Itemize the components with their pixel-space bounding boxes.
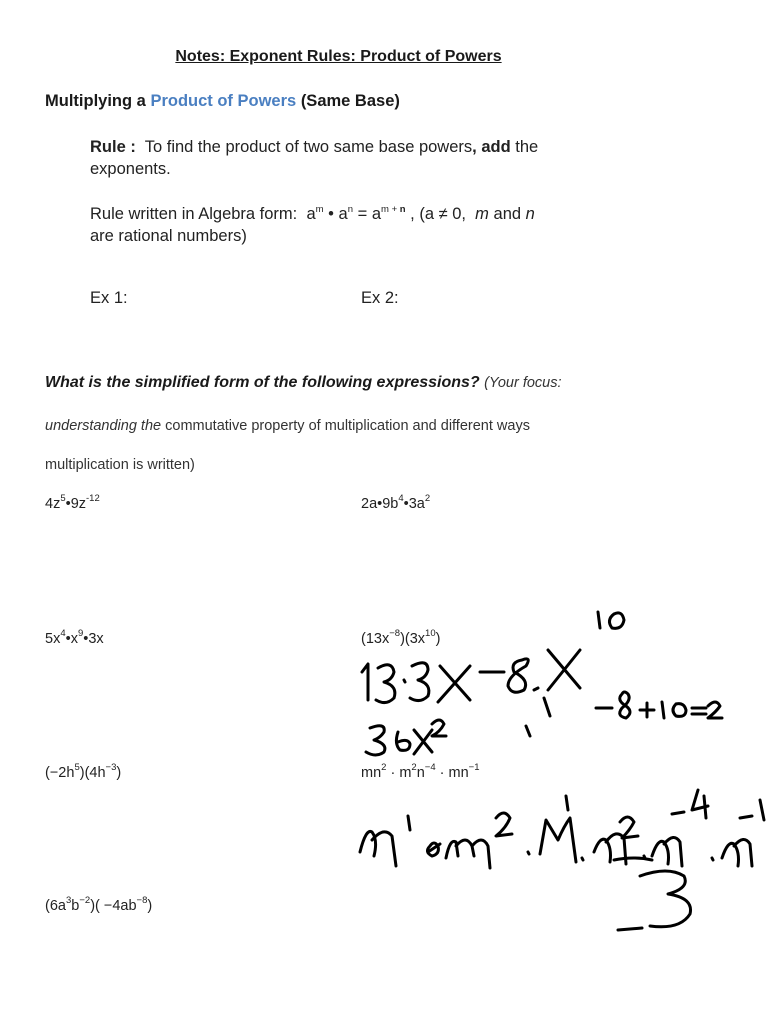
algebra-line2: are rational numbers) <box>90 227 247 245</box>
heading-highlight: Product of Powers <box>150 92 297 110</box>
rule-label: Rule : <box>90 138 136 156</box>
rule-text-after: the <box>515 138 539 156</box>
example-2-label: Ex 2: <box>361 289 399 307</box>
problem-7: $(6a^3b^{-2})( -4ab^{-8})$ <box>45 895 153 914</box>
rule-statement: Rule : To find the product of two same base powers, add the exponents. <box>90 138 539 178</box>
question-line2: understanding the commutative property of multiplication and different ways <box>45 418 530 434</box>
question-bold: What is the simplified form of the following expressions? <box>45 374 480 391</box>
example-1-label: Ex 1: <box>90 289 128 307</box>
problem-1: $4z^5•9z^{-12}$ <box>45 493 100 512</box>
problem-3: $5x^4•x^9•3x$ <box>45 628 104 647</box>
rule-text: To find the product of two same base powers <box>144 138 473 156</box>
rule-line2: exponents. <box>90 160 171 178</box>
problem-2: $2a•9b^4•3a^2$ <box>361 493 431 512</box>
problem-5: $(-2h^5)(4h^{-3})$ <box>45 762 122 781</box>
problem-6: $mn^2 \cdot m^2n^{-4} \cdot mn^{-1}$ <box>361 762 480 781</box>
question-line3: multiplication is written) <box>45 457 195 473</box>
page-title: Notes: Exponent Rules: Product of Powers <box>175 48 502 65</box>
algebra-rule: Rule written in Algebra form: $a^m$ • $a^n = a^{m +}$ $^n$ , (a ≠ 0, m and n are rational numbers) <box>90 203 535 245</box>
heading-suffix: (Same Base) <box>300 92 400 110</box>
rule-bold-word: add <box>481 138 511 156</box>
problem-4: $(13x^{-8})(3x^{10})$ <box>361 628 441 647</box>
question-italic: (Your focus: <box>484 375 562 391</box>
algebra-prefix: Rule written in Algebra form: <box>90 205 298 223</box>
heading-prefix: Multiplying a <box>45 92 146 110</box>
